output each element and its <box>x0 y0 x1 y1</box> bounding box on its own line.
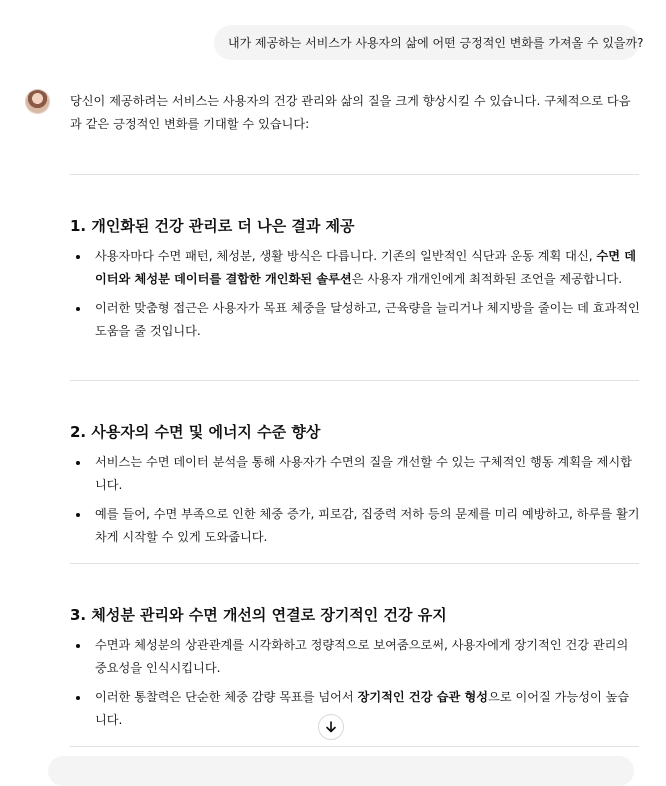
assistant-response <box>70 90 640 136</box>
assistant-avatar <box>25 89 50 114</box>
section-divider <box>70 563 639 564</box>
scroll-to-bottom-button[interactable] <box>318 714 344 740</box>
section-title: 2. 사용자의 수면 및 에너지 수준 향상 <box>70 423 321 441</box>
section-3 <box>70 604 640 738</box>
bullet-list <box>70 634 640 732</box>
section-divider <box>70 380 639 381</box>
list-item: 사용자마다 수면 패턴, 체성분, 생활 방식은 다릅니다. 기존의 일반적인 식단과 운동 계획 대신, 수면 데이터와 체성분 데이터를 결합한 개인화된 솔루션은 사용자 개개인에게 최적화된 조언을 제공합니다. <box>95 245 640 291</box>
list-item: 서비스는 수면 데이터 분석을 통해 사용자가 수면의 질을 개선할 수 있는 구체적인 행동 계획을 제시합니다. <box>95 451 640 497</box>
bullet-list <box>70 245 640 343</box>
list-item: 이러한 맞춤형 접근은 사용자가 목표 체중을 달성하고, 근육량을 늘리거나 체지방을 줄이는 데 효과적인 도움을 줄 것입니다. <box>95 297 640 343</box>
list-item: 수면과 체성분의 상관관계를 시각화하고 정량적으로 보여줌으로써, 사용자에게 장기적인 건강 관리의 중요성을 인식시킵니다. <box>95 634 640 680</box>
section-divider <box>70 174 639 175</box>
section-title: 1. 개인화된 건강 관리로 더 나은 결과 제공 <box>70 217 355 235</box>
section-2 <box>70 421 640 555</box>
section-1 <box>70 215 640 349</box>
list-item: 이러한 통찰력은 단순한 체중 감량 목표를 넘어서 장기적인 건강 습관 형성으로 이어질 가능성이 높습니다. <box>95 686 640 732</box>
bullet-list <box>70 451 640 549</box>
section-title: 3. 체성분 관리와 수면 개선의 연결로 장기적인 건강 유지 <box>70 606 447 624</box>
arrow-down-icon <box>324 720 338 734</box>
response-intro: 당신이 제공하려는 서비스는 사용자의 건강 관리와 삶의 질을 크게 향상시킬 수 있습니다. 구체적으로 다음과 같은 긍정적인 변화를 기대할 수 있습니다: <box>70 94 631 131</box>
section-divider <box>70 746 639 747</box>
list-item: 예를 들어, 수면 부족으로 인한 체중 증가, 피로감, 집중력 저하 등의 문제를 미리 예방하고, 하루를 활기차게 시작할 수 있게 도와줍니다. <box>95 503 640 549</box>
user-message-text: 내가 제공하는 서비스가 사용자의 삶에 어떤 긍정적인 변화를 가져올 수 있을까? <box>228 36 644 50</box>
user-message-bubble <box>214 25 644 60</box>
